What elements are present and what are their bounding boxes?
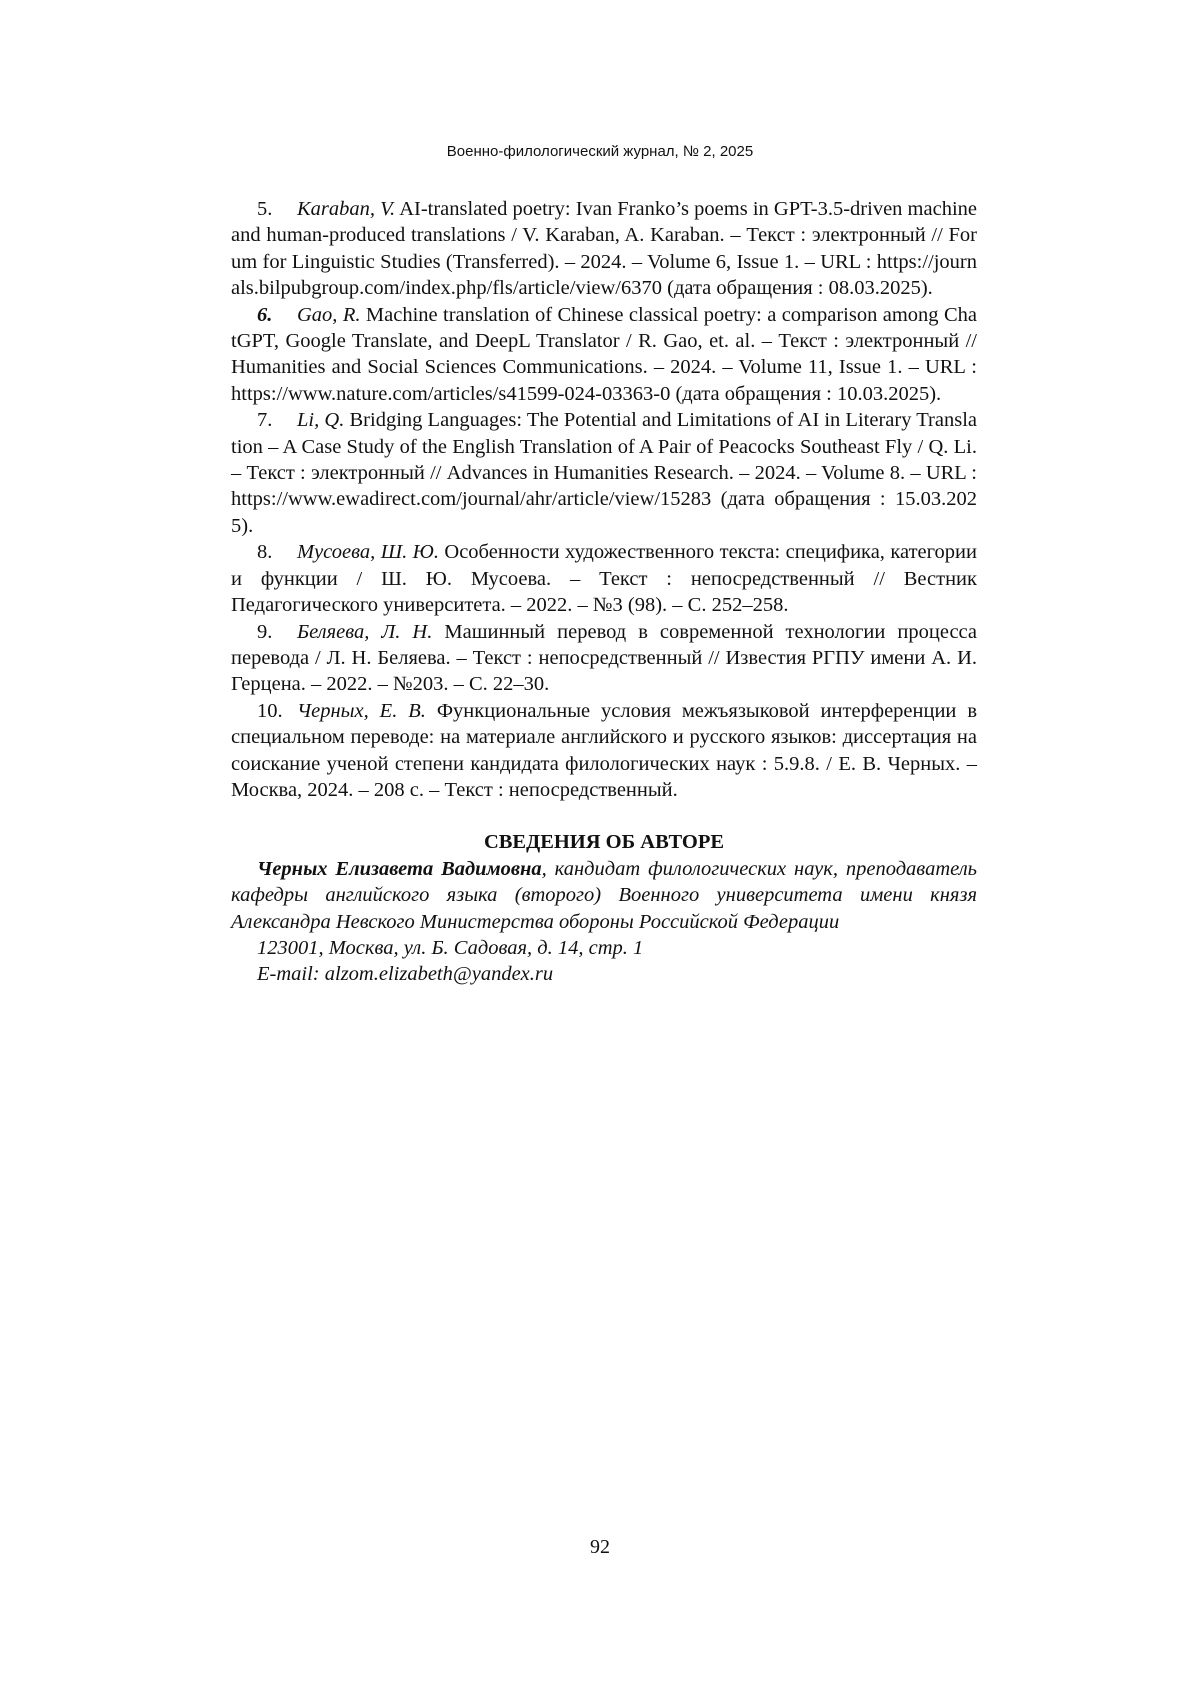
author-email: E-mail: alzom.elizabeth@yandex.ru	[257, 963, 554, 986]
reference-number: 7.	[257, 409, 273, 432]
author-name: Черных Елизавета Вадимовна	[257, 857, 542, 880]
page-number: 92	[590, 1536, 610, 1558]
reference-number: 6.	[257, 303, 273, 326]
reference-text: Функциональные условия межъязыковой интерференции в специальном переводе: на материале английского и русского языков: диссертация на соискание ученой степени кандидата филологических наук : 5.9.8. / Е. В. Черных. – Москва, 2024. – 208 с. – Текст : непосредственный.	[231, 699, 978, 801]
reference-author: Мусоева, Ш. Ю.	[297, 541, 439, 564]
reference-item	[231, 619, 977, 698]
author-address: 123001, Москва, ул. Б. Садовая, д. 14, стр. 1	[257, 936, 644, 959]
reference-item	[231, 302, 977, 408]
reference-number: 9.	[257, 620, 273, 643]
author-description: , кандидат филологических наук, преподаватель кафедры английского языка (второго) Военного университета имени князя Александра Невского Министерства обороны Российской Федерации	[231, 857, 977, 933]
page-content	[231, 196, 977, 988]
reference-text: AI-translated poetry: Ivan Franko’s poems in GPT-3.5-driven machine and human-produced translations / V. Karaban, A. Karaban. – Текст : электронный // Forum for Linguistic Studies (Transferred). – 2024. – Volume 6, Issue 1. – URL : https://journals.bilpubgroup.com/index.php/fls/article/view/6370 (дата обращения : 08.03.2025).	[231, 198, 977, 300]
reference-author: Gao, R.	[297, 303, 361, 326]
reference-author: Черных, Е. В.	[297, 699, 426, 722]
reference-item	[231, 196, 977, 302]
author-info	[231, 856, 977, 935]
reference-item	[231, 407, 977, 539]
reference-text: Машинный перевод в современной технологии процесса перевода / Л. Н. Беляева. – Текст : непосредственный // Известия РГПУ имени А. И. Герцена. – 2022. – №203. – С. 22–30.	[231, 620, 977, 696]
running-header: Военно-филологический журнал, № 2, 2025	[446, 143, 754, 160]
author-section-title: СВЕДЕНИЯ ОБ АВТОРЕ	[483, 831, 725, 854]
reference-text: Machine translation of Chinese classical poetry: a comparison among ChatGPT, Google Translate, and DeepL Translator / R. Gao, et. al. – Текст : электронный // Humanities and Social Sciences Communications. – 2024. – Volume 11, Issue 1. – URL : https://www.nature.com/articles/s41599-024-03363-0 (дата обращения : 10.03.2025).	[231, 303, 977, 405]
reference-text: Особенности художественного текста: специфика, категории и функции / Ш. Ю. Мусоева. – Текст : непосредственный // Вестник Педагогического университета. – 2022. – №3 (98). – С. 252–258.	[231, 541, 977, 617]
reference-number: 8.	[257, 541, 273, 564]
reference-author: Li, Q.	[297, 409, 345, 432]
reference-number: 10.	[257, 699, 283, 722]
reference-item	[231, 539, 977, 618]
reference-author: Karaban, V.	[297, 198, 396, 220]
reference-number: 5.	[257, 198, 273, 220]
reference-author: Беляева, Л. Н.	[297, 620, 433, 643]
reference-item	[231, 698, 977, 804]
reference-text: Bridging Languages: The Potential and Limitations of AI in Literary Translation – A Case Study of the English Translation of A Pair of Peacocks Southeast Fly / Q. Li. – Текст : электронный // Advances in Humanities Research. – 2024. – Volume 8. – URL : https://www.ewadirect.com/journal/ahr/article/view/15283 (дата обращения : 15.03.2025).	[231, 409, 977, 537]
